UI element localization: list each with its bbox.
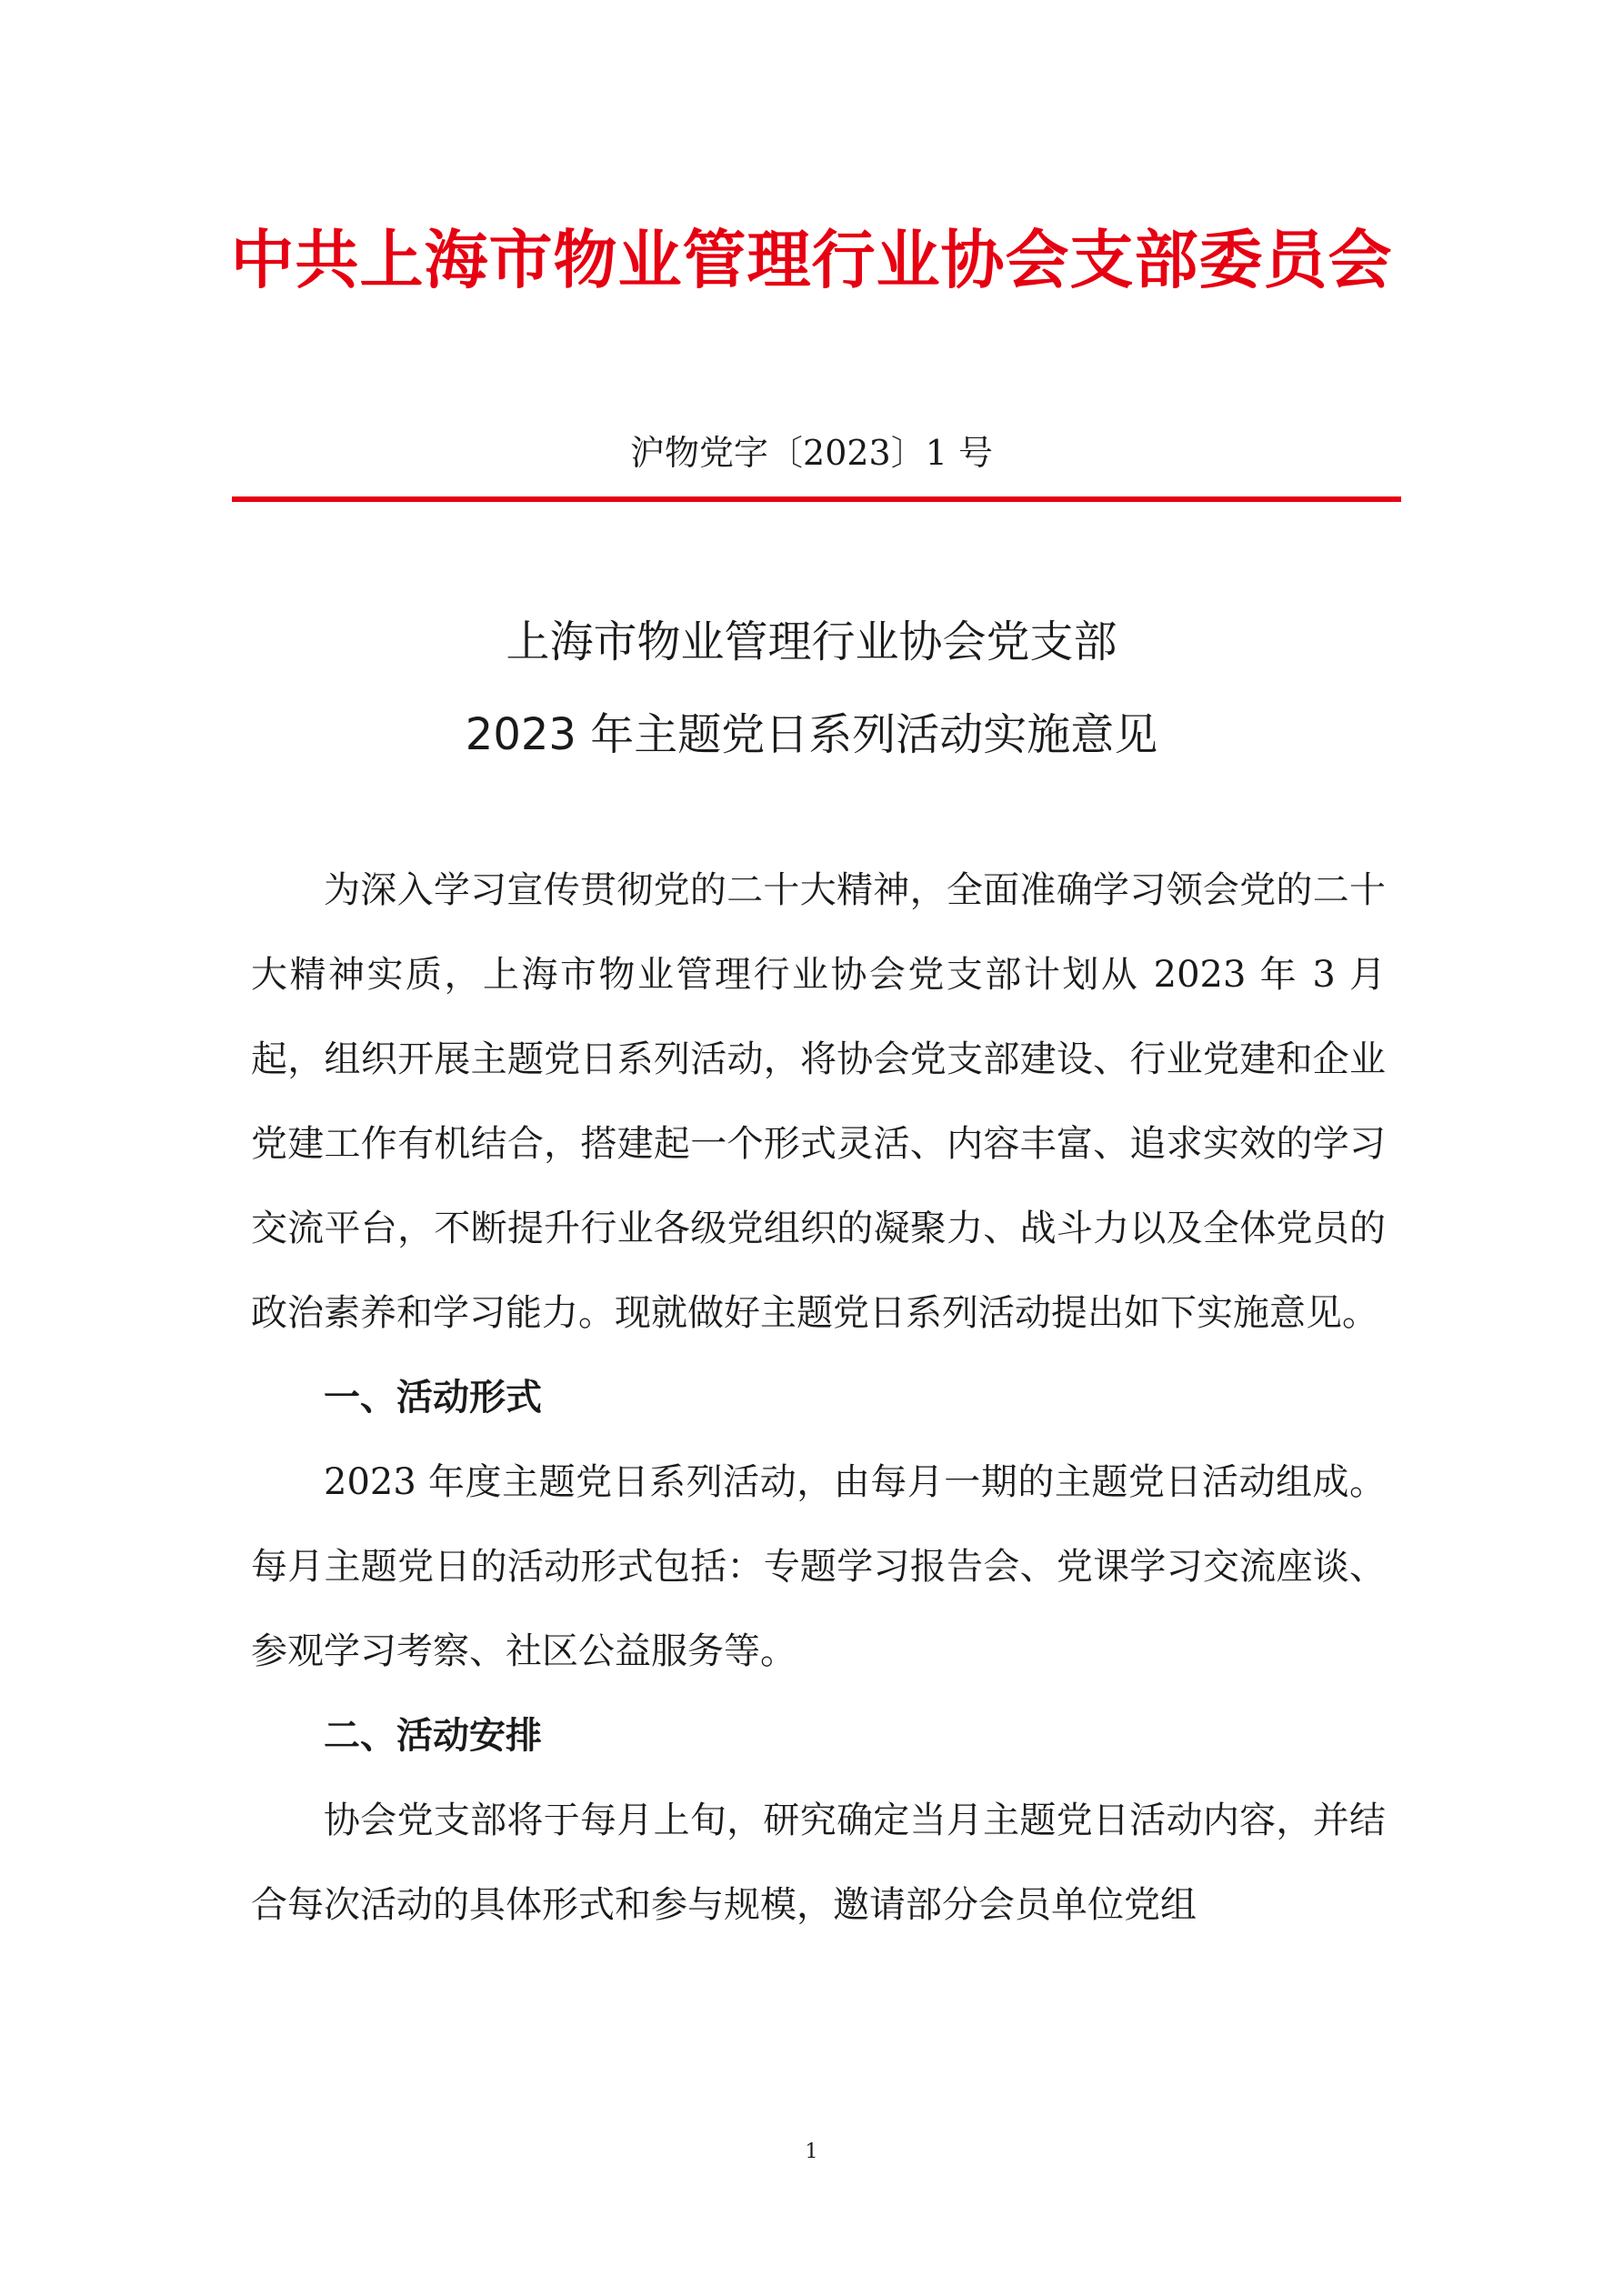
- document-title-line-2: 2023 年主题党日系列活动实施意见: [465, 709, 1158, 760]
- document-title-line-1: 上海市物业管理行业协会党支部: [506, 617, 1117, 667]
- section-1-paragraph: 2023 年度主题党日系列活动，由每月一期的主题党日活动组成。每月主题党日的活动形式包括：专题学习报告会、党课学习交流座谈、参观学习考察、社区公益服务等。: [251, 1461, 1386, 1672]
- organization-header: 中共上海市物业管理行业协会支部委员会: [230, 223, 1393, 297]
- section-2-paragraph: 协会党支部将于每月上旬，研究确定当月主题党日活动内容，并结合每次活动的具体形式和参与规模，邀请部分会员单位党组: [251, 1800, 1386, 1926]
- page-number: 1: [805, 2141, 818, 2163]
- section-2-heading: 二、活动安排: [324, 1715, 542, 1757]
- intro-paragraph: 为深入学习宣传贯彻党的二十大精神，全面准确学习领会党的二十大精神实质，上海市物业管理行业协会党支部计划从 2023 年 3 月起，组织开展主题党日系列活动，将协会党支部建设、行业党建和企业党建工作有机结合，搭建起一个形式灵活、内容丰富、追求实效的学习交流平台，不断提升行业各级党组织的凝聚力、战斗力以及全体党员的政治素养和学习能力。现就做好主题党日系列活动提出如下实施意见。: [251, 869, 1386, 1334]
- document-body: [251, 848, 1386, 1948]
- document-number: 沪物党字〔2023〕1 号: [630, 433, 993, 473]
- document-title: [0, 596, 1623, 781]
- section-1-heading: 一、活动形式: [324, 1377, 542, 1419]
- red-divider-line: [232, 496, 1401, 502]
